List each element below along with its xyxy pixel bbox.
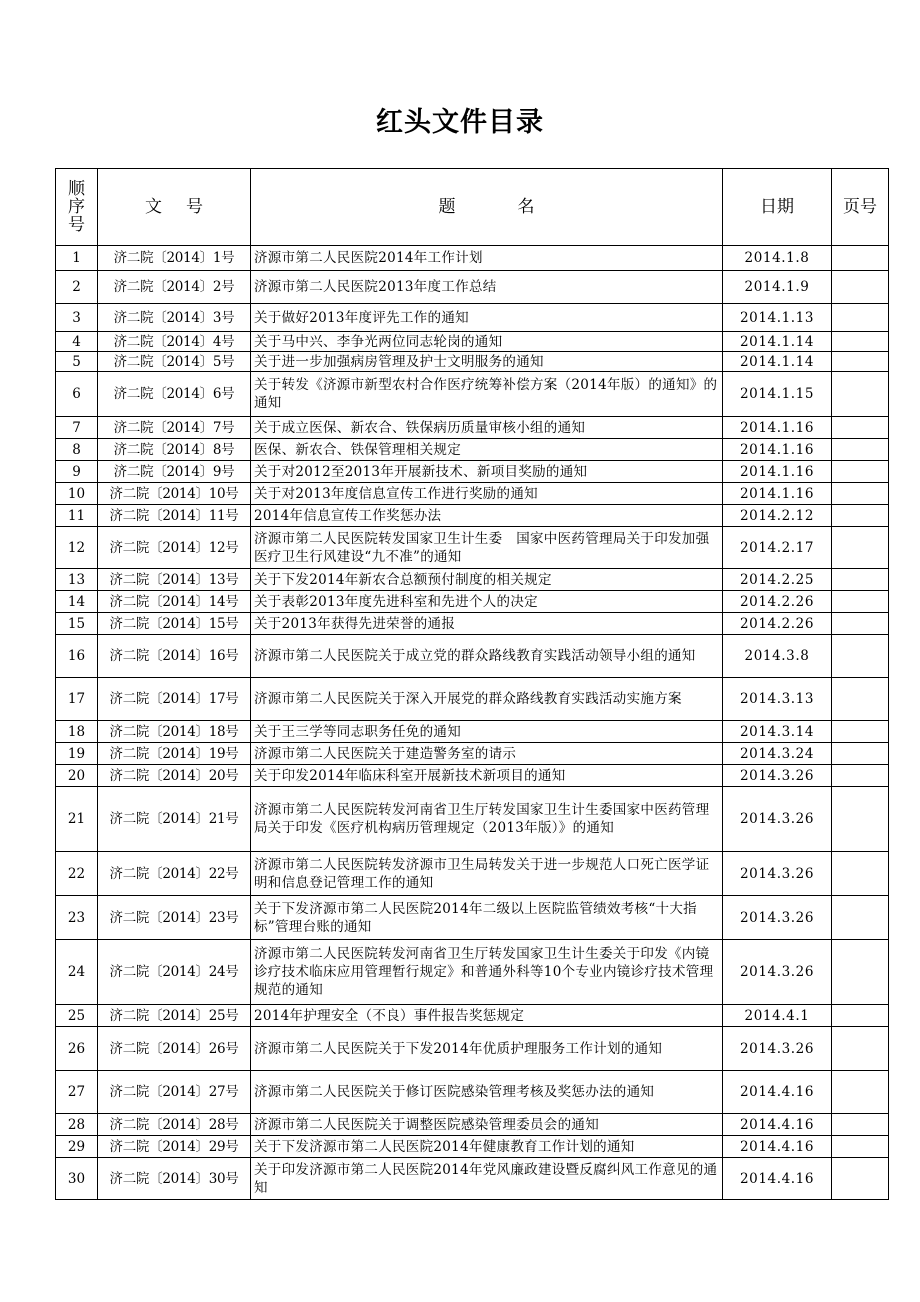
row-title: 济源市第二人民医院转发国家卫生计生委 国家中医药管理局关于印发加强医疗卫生行风建设“九不准”的通知 — [251, 527, 723, 569]
table-row — [56, 613, 889, 635]
row-date: 2014.3.26 — [723, 896, 832, 940]
row-page — [832, 352, 889, 372]
row-title: 济源市第二人民医院关于建造警务室的请示 — [251, 743, 723, 765]
row-doc-number: 济二院〔2014〕7号 — [98, 417, 251, 439]
row-page — [832, 743, 889, 765]
row-page — [832, 940, 889, 1005]
row-title: 济源市第二人民医院转发河南省卫生厅转发国家卫生计生委国家中医药管理局关于印发《医疗机构病历管理规定（2013年版）》的通知 — [251, 787, 723, 852]
document-catalog-table — [55, 168, 889, 1200]
row-page — [832, 439, 889, 461]
row-date: 2014.1.14 — [723, 332, 832, 352]
row-doc-number: 济二院〔2014〕2号 — [98, 271, 251, 304]
row-title: 关于下发济源市第二人民医院2014年二级以上医院监管绩效考核“十大指标”管理台账的通知 — [251, 896, 723, 940]
table-row — [56, 461, 889, 483]
row-doc-number: 济二院〔2014〕17号 — [98, 678, 251, 721]
table-row — [56, 246, 889, 271]
row-date: 2014.3.13 — [723, 678, 832, 721]
row-title: 关于印发2014年临床科室开展新技术新项目的通知 — [251, 765, 723, 787]
row-date: 2014.3.14 — [723, 721, 832, 743]
row-page — [832, 721, 889, 743]
row-seq: 1 — [56, 246, 98, 271]
table-row — [56, 304, 889, 332]
table-row — [56, 1071, 889, 1114]
row-doc-number: 济二院〔2014〕11号 — [98, 505, 251, 527]
row-date: 2014.4.16 — [723, 1071, 832, 1114]
row-doc-number: 济二院〔2014〕20号 — [98, 765, 251, 787]
row-seq: 5 — [56, 352, 98, 372]
row-seq: 14 — [56, 591, 98, 613]
row-page — [832, 896, 889, 940]
row-doc-number: 济二院〔2014〕23号 — [98, 896, 251, 940]
row-seq: 30 — [56, 1158, 98, 1200]
header-date: 日期 — [723, 169, 832, 246]
row-doc-number: 济二院〔2014〕3号 — [98, 304, 251, 332]
row-page — [832, 852, 889, 896]
table-row — [56, 678, 889, 721]
row-seq: 19 — [56, 743, 98, 765]
row-date: 2014.1.8 — [723, 246, 832, 271]
row-page — [832, 1136, 889, 1158]
header-seq-char-3: 号 — [68, 215, 85, 235]
row-seq: 25 — [56, 1005, 98, 1027]
table-row — [56, 483, 889, 505]
row-seq: 24 — [56, 940, 98, 1005]
table-row — [56, 787, 889, 852]
table-row — [56, 569, 889, 591]
row-doc-number: 济二院〔2014〕30号 — [98, 1158, 251, 1200]
row-title: 关于下发2014年新农合总额预付制度的相关规定 — [251, 569, 723, 591]
table-row — [56, 271, 889, 304]
header-title: 题名 — [251, 169, 723, 246]
row-seq: 6 — [56, 372, 98, 417]
row-seq: 18 — [56, 721, 98, 743]
row-doc-number: 济二院〔2014〕26号 — [98, 1027, 251, 1071]
row-page — [832, 527, 889, 569]
row-date: 2014.3.26 — [723, 940, 832, 1005]
row-title: 关于下发济源市第二人民医院2014年健康教育工作计划的通知 — [251, 1136, 723, 1158]
row-doc-number: 济二院〔2014〕8号 — [98, 439, 251, 461]
row-title: 关于做好2013年度评先工作的通知 — [251, 304, 723, 332]
row-doc-number: 济二院〔2014〕18号 — [98, 721, 251, 743]
row-seq: 17 — [56, 678, 98, 721]
row-seq: 11 — [56, 505, 98, 527]
row-date: 2014.3.24 — [723, 743, 832, 765]
row-seq: 10 — [56, 483, 98, 505]
row-title: 关于印发济源市第二人民医院2014年党风廉政建设暨反腐纠风工作意见的通知 — [251, 1158, 723, 1200]
table-row — [56, 439, 889, 461]
row-title: 济源市第二人民医院关于下发2014年优质护理服务工作计划的通知 — [251, 1027, 723, 1071]
row-seq: 4 — [56, 332, 98, 352]
row-page — [832, 1005, 889, 1027]
header-seq-char-1: 顺 — [68, 179, 85, 199]
row-doc-number: 济二院〔2014〕16号 — [98, 635, 251, 678]
table-row — [56, 940, 889, 1005]
row-title: 2014年护理安全（不良）事件报告奖惩规定 — [251, 1005, 723, 1027]
row-title: 关于马中兴、李争光两位同志轮岗的通知 — [251, 332, 723, 352]
row-date: 2014.1.13 — [723, 304, 832, 332]
row-seq: 27 — [56, 1071, 98, 1114]
row-title: 关于成立医保、新农合、铁保病历质量审核小组的通知 — [251, 417, 723, 439]
row-doc-number: 济二院〔2014〕13号 — [98, 569, 251, 591]
row-doc-number: 济二院〔2014〕21号 — [98, 787, 251, 852]
row-doc-number: 济二院〔2014〕14号 — [98, 591, 251, 613]
row-page — [832, 591, 889, 613]
row-title: 济源市第二人民医院关于调整医院感染管理委员会的通知 — [251, 1114, 723, 1136]
document-title: 红头文件目录 — [376, 107, 544, 138]
row-title: 关于2013年获得先进荣誉的通报 — [251, 613, 723, 635]
row-title: 济源市第二人民医院关于深入开展党的群众路线教育实践活动实施方案 — [251, 678, 723, 721]
row-seq: 9 — [56, 461, 98, 483]
row-date: 2014.3.26 — [723, 1027, 832, 1071]
row-title: 关于表彰2013年度先进科室和先进个人的决定 — [251, 591, 723, 613]
row-title: 济源市第二人民医院2013年度工作总结 — [251, 271, 723, 304]
row-date: 2014.1.9 — [723, 271, 832, 304]
row-page — [832, 1114, 889, 1136]
row-page — [832, 1071, 889, 1114]
row-seq: 28 — [56, 1114, 98, 1136]
row-doc-number: 济二院〔2014〕1号 — [98, 246, 251, 271]
row-seq: 22 — [56, 852, 98, 896]
row-date: 2014.4.16 — [723, 1158, 832, 1200]
row-date: 2014.1.16 — [723, 461, 832, 483]
row-date: 2014.3.8 — [723, 635, 832, 678]
row-doc-number: 济二院〔2014〕6号 — [98, 372, 251, 417]
row-title: 关于进一步加强病房管理及护士文明服务的通知 — [251, 352, 723, 372]
row-date: 2014.4.1 — [723, 1005, 832, 1027]
row-doc-number: 济二院〔2014〕22号 — [98, 852, 251, 896]
row-title: 关于对2012至2013年开展新技术、新项目奖励的通知 — [251, 461, 723, 483]
table-row — [56, 372, 889, 417]
row-date: 2014.3.26 — [723, 765, 832, 787]
table-row — [56, 765, 889, 787]
row-date: 2014.2.17 — [723, 527, 832, 569]
header-seq-char-2: 序 — [68, 197, 85, 217]
table-row — [56, 852, 889, 896]
row-doc-number: 济二院〔2014〕19号 — [98, 743, 251, 765]
table-row — [56, 1158, 889, 1200]
table-row — [56, 527, 889, 569]
row-title: 济源市第二人民医院转发济源市卫生局转发关于进一步规范人口死亡医学证明和信息登记管理工作的通知 — [251, 852, 723, 896]
row-page — [832, 461, 889, 483]
row-seq: 13 — [56, 569, 98, 591]
row-date: 2014.2.12 — [723, 505, 832, 527]
row-page — [832, 304, 889, 332]
row-date: 2014.1.16 — [723, 417, 832, 439]
row-page — [832, 569, 889, 591]
row-seq: 21 — [56, 787, 98, 852]
header-seq — [56, 169, 98, 246]
row-doc-number: 济二院〔2014〕27号 — [98, 1071, 251, 1114]
row-page — [832, 271, 889, 304]
header-doc-number: 文号 — [98, 169, 251, 246]
row-seq: 2 — [56, 271, 98, 304]
row-doc-number: 济二院〔2014〕28号 — [98, 1114, 251, 1136]
row-date: 2014.2.26 — [723, 613, 832, 635]
row-date: 2014.2.25 — [723, 569, 832, 591]
row-seq: 23 — [56, 896, 98, 940]
row-date: 2014.1.16 — [723, 439, 832, 461]
row-page — [832, 505, 889, 527]
row-seq: 26 — [56, 1027, 98, 1071]
table-row — [56, 352, 889, 372]
row-page — [832, 635, 889, 678]
row-seq: 16 — [56, 635, 98, 678]
row-title: 济源市第二人民医院关于成立党的群众路线教育实践活动领导小组的通知 — [251, 635, 723, 678]
row-date: 2014.1.16 — [723, 483, 832, 505]
table-row — [56, 1114, 889, 1136]
row-title: 济源市第二人民医院关于修订医院感染管理考核及奖惩办法的通知 — [251, 1071, 723, 1114]
table-row — [56, 1005, 889, 1027]
table-row — [56, 591, 889, 613]
row-doc-number: 济二院〔2014〕15号 — [98, 613, 251, 635]
row-title: 医保、新农合、铁保管理相关规定 — [251, 439, 723, 461]
row-page — [832, 483, 889, 505]
row-page — [832, 1158, 889, 1200]
row-page — [832, 372, 889, 417]
row-page — [832, 246, 889, 271]
table-row — [56, 896, 889, 940]
row-title: 关于王三学等同志职务任免的通知 — [251, 721, 723, 743]
row-page — [832, 765, 889, 787]
table-row — [56, 743, 889, 765]
row-seq: 12 — [56, 527, 98, 569]
row-date: 2014.1.14 — [723, 352, 832, 372]
row-title: 关于转发《济源市新型农村合作医疗统筹补偿方案（2014年版）的通知》的通知 — [251, 372, 723, 417]
row-doc-number: 济二院〔2014〕29号 — [98, 1136, 251, 1158]
row-doc-number: 济二院〔2014〕10号 — [98, 483, 251, 505]
row-page — [832, 678, 889, 721]
table-header-row — [56, 169, 889, 246]
table-row — [56, 1027, 889, 1071]
row-title: 济源市第二人民医院2014年工作计划 — [251, 246, 723, 271]
row-page — [832, 332, 889, 352]
row-title: 2014年信息宣传工作奖惩办法 — [251, 505, 723, 527]
row-date: 2014.2.26 — [723, 591, 832, 613]
row-doc-number: 济二院〔2014〕25号 — [98, 1005, 251, 1027]
table-body — [56, 246, 889, 1200]
row-date: 2014.4.16 — [723, 1136, 832, 1158]
table-row — [56, 1136, 889, 1158]
row-page — [832, 613, 889, 635]
row-seq: 29 — [56, 1136, 98, 1158]
row-doc-number: 济二院〔2014〕4号 — [98, 332, 251, 352]
table-row — [56, 332, 889, 352]
row-page — [832, 787, 889, 852]
row-seq: 3 — [56, 304, 98, 332]
table-row — [56, 505, 889, 527]
table-row — [56, 635, 889, 678]
header-page: 页号 — [832, 169, 889, 246]
row-title: 济源市第二人民医院转发河南省卫生厅转发国家卫生计生委关于印发《内镜诊疗技术临床应用管理暂行规定》和普通外科等10个专业内镜诊疗技术管理规范的通知 — [251, 940, 723, 1005]
row-date: 2014.4.16 — [723, 1114, 832, 1136]
row-page — [832, 417, 889, 439]
row-seq: 8 — [56, 439, 98, 461]
table-row — [56, 417, 889, 439]
row-doc-number: 济二院〔2014〕12号 — [98, 527, 251, 569]
row-doc-number: 济二院〔2014〕9号 — [98, 461, 251, 483]
table-row — [56, 721, 889, 743]
row-seq: 7 — [56, 417, 98, 439]
row-page — [832, 1027, 889, 1071]
row-seq: 20 — [56, 765, 98, 787]
row-date: 2014.1.15 — [723, 372, 832, 417]
row-doc-number: 济二院〔2014〕5号 — [98, 352, 251, 372]
row-seq: 15 — [56, 613, 98, 635]
row-title: 关于对2013年度信息宣传工作进行奖励的通知 — [251, 483, 723, 505]
row-doc-number: 济二院〔2014〕24号 — [98, 940, 251, 1005]
row-date: 2014.3.26 — [723, 852, 832, 896]
row-date: 2014.3.26 — [723, 787, 832, 852]
